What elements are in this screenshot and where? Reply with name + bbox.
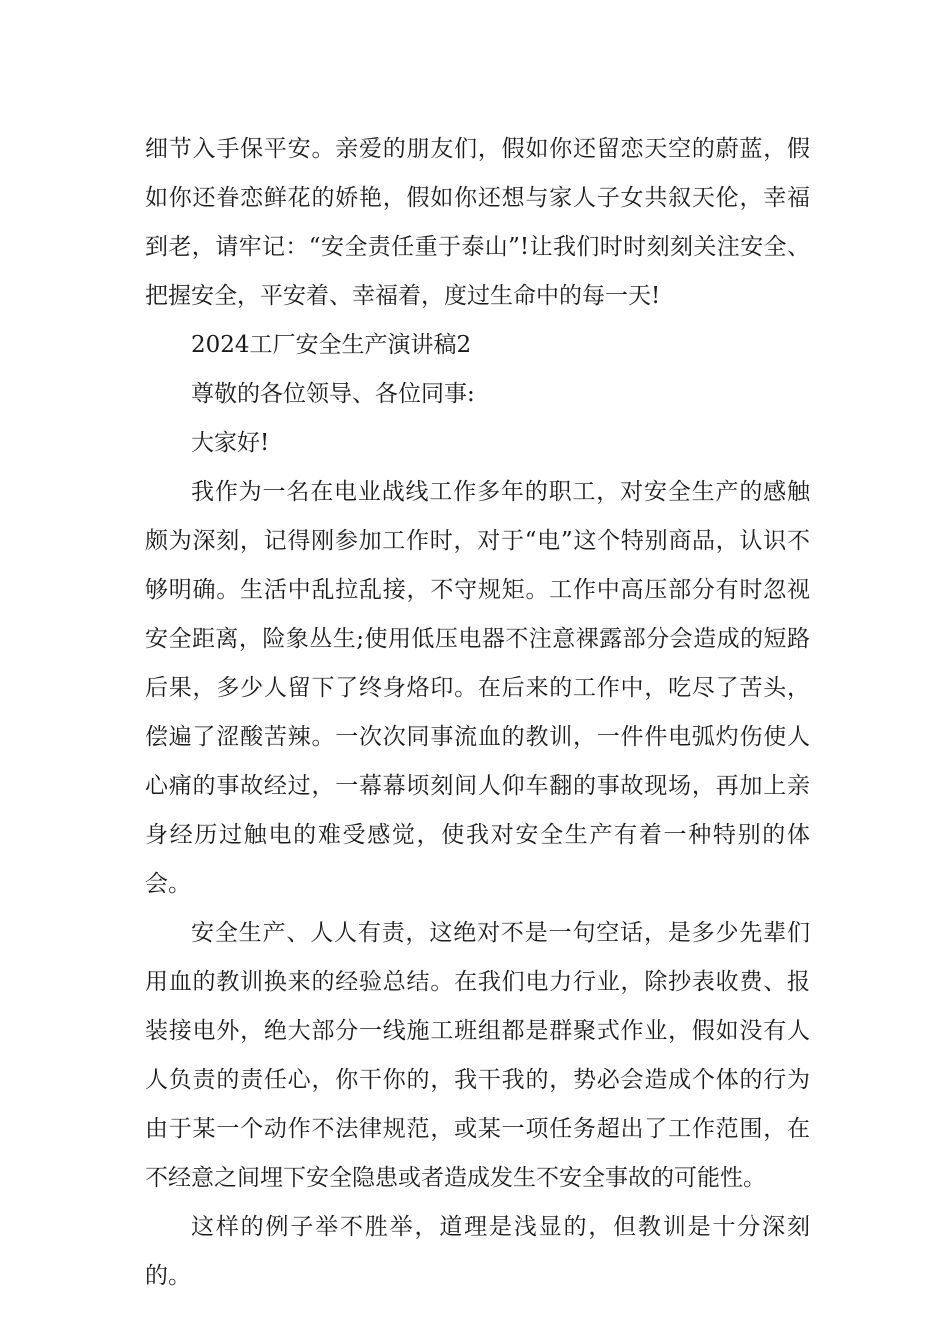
salutation: 尊敬的各位领导、各位同事:: [191, 381, 475, 407]
paragraph-closing: 细节入手保平安。亲爱的朋友们，假如你还留恋天空的蔚蓝，假如你还眷恋鲜花的娇艳，假如你还想与家人子女共叙天伦，幸福到老，请牢记：“安全责任重于泰山”!让我们时时刻刻关注安全、把握安全，平安着、幸福着，度过生命中的每一天!: [145, 136, 810, 309]
document-body: [145, 125, 810, 1301]
paragraph-examples: 这样的例子举不胜举，道理是浅显的，但教训是十分深刻的。: [145, 1214, 810, 1289]
section-title: 2024工厂安全生产演讲稿2: [191, 332, 472, 358]
paragraph-experience: 我作为一名在电业战线工作多年的职工，对安全生产的感触颇为深刻，记得刚参加工作时，对于“电”这个特别商品，认识不够明确。生活中乱拉乱接，不守规矩。工作中高压部分有时忽视安全距离，险象丛生;使用低压电器不注意裸露部分会造成的短路后果，多少人留下了终身烙印。在后来的工作中，吃尽了苦头，偿遍了涩酸苦辣。一次次同事流血的教训，一件件电弧灼伤使人心痛的事故经过，一幕幕顷刻间人仰车翻的事故现场，再加上亲身经历过触电的难受感觉，使我对安全生产有着一种特别的体会。: [145, 479, 810, 897]
paragraph-responsibility: 安全生产、人人有责，这绝对不是一句空话，是多少先辈们用血的教训换来的经验总结。在我们电力行业，除抄表收费、报装接电外，绝大部分一线施工班组都是群聚式作业，假如没有人人负责的责任心，你干你的，我干我的，势必会造成个体的行为由于某一个动作不法律规范，或某一项任务超出了工作范围，在不经意之间埋下安全隐患或者造成发生不安全事故的可能性。: [145, 920, 810, 1191]
greeting: 大家好!: [191, 430, 270, 456]
